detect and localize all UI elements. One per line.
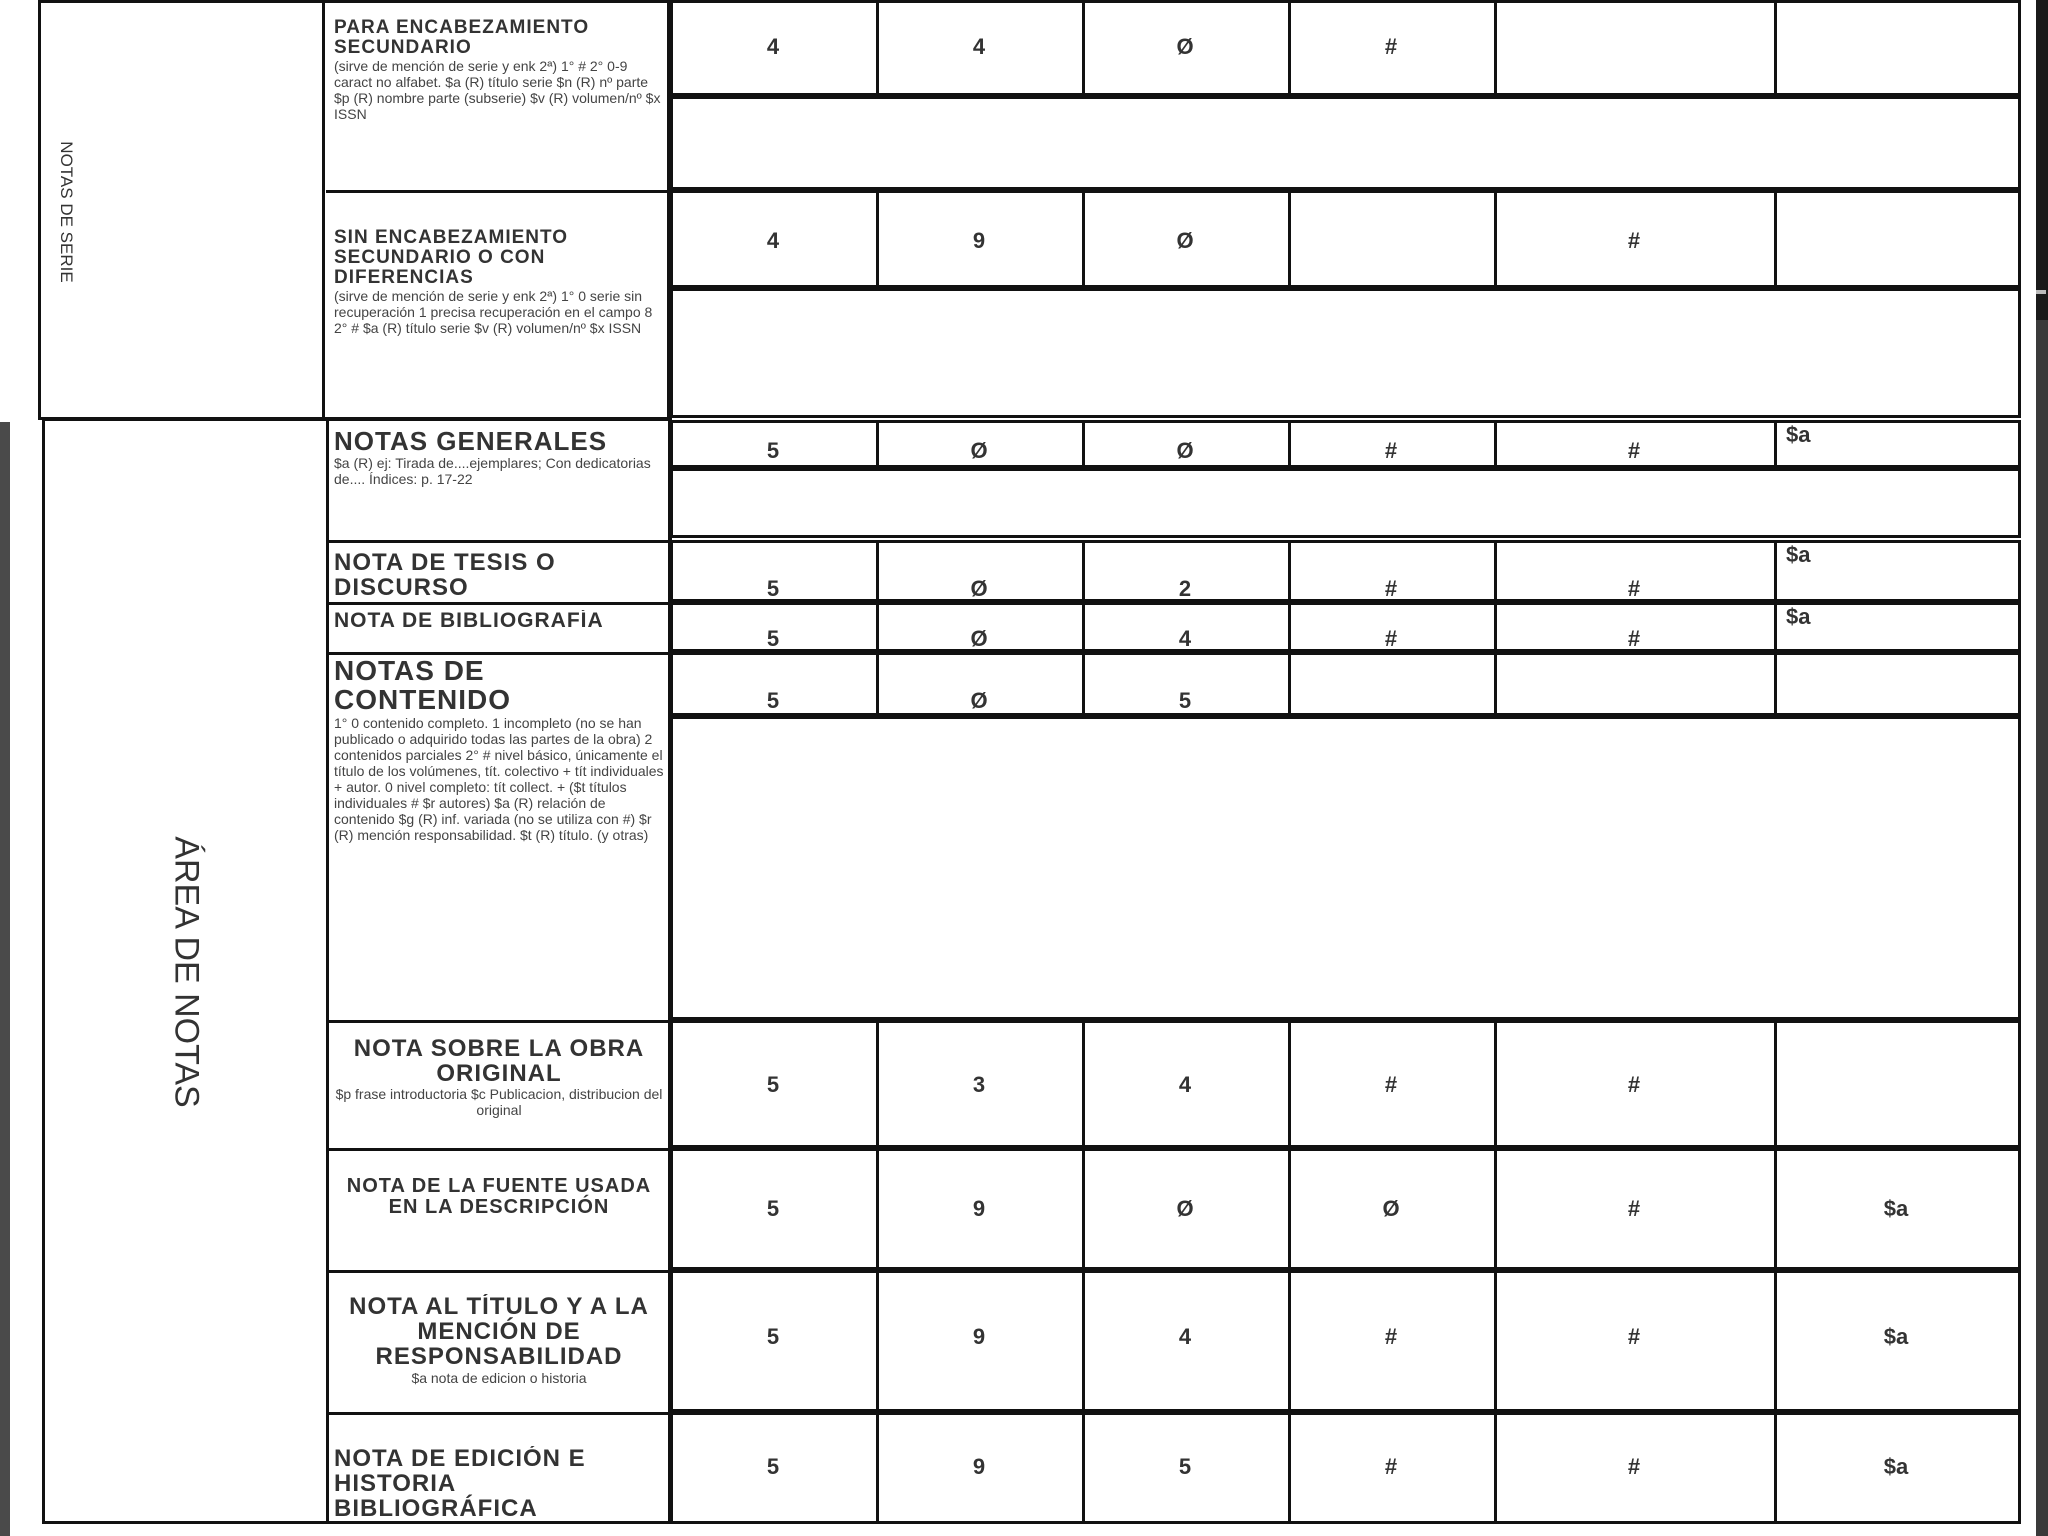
row-sin-encabezamiento-description: (sirve de mención de serie y enk 2ª) 1° 0 serie sin recuperación 1 precisa recuperación en el campo 8 2° # $a (R) título serie $v (R) volumen/nº $x ISSN xyxy=(334,287,653,336)
row-sin-encabezamiento-cell-4 xyxy=(1288,190,1497,288)
section-divider-top xyxy=(322,0,325,420)
row-nota-obra-original-description: $p frase introductoria $c Publicacion, distribucion del original xyxy=(335,1086,663,1119)
row-sin-encabezamiento-title: SIN ENCABEZAMIENTO SECUNDARIO O CON DIFERENCIAS xyxy=(334,228,569,288)
row-nota-bibliografia-label xyxy=(334,610,664,650)
row-nota-bibliografia-label-rule xyxy=(326,602,670,605)
row-sin-encabezamiento-value-3: Ø xyxy=(1176,228,1194,253)
row-para-encabezamiento-value-2: 4 xyxy=(972,34,986,59)
row-sin-encabezamiento-value-2: 9 xyxy=(972,228,986,253)
row-nota-titulo-value-3: 4 xyxy=(1178,1324,1192,1349)
row-notas-contenido-value-3: 5 xyxy=(1178,688,1192,713)
row-para-encabezamiento-extra-field xyxy=(670,96,2021,190)
row-notas-generales-value-5: # xyxy=(1627,438,1641,463)
row-notas-generales-cell-6 xyxy=(1774,420,2021,468)
row-nota-obra-original-label-rule xyxy=(326,1020,670,1023)
row-nota-obra-original-value-5: # xyxy=(1627,1072,1641,1097)
row-nota-edicion-value-5: # xyxy=(1627,1454,1641,1479)
row-nota-titulo-value-6: $a xyxy=(1883,1324,1909,1349)
scrollbar-thumb[interactable] xyxy=(2036,0,2048,320)
row-sin-encabezamiento-cell-6 xyxy=(1774,190,2021,288)
row-nota-edicion-value-2: 9 xyxy=(972,1454,986,1479)
row-para-encabezamiento-value-4: # xyxy=(1384,34,1398,59)
row-para-encabezamiento-cell-5 xyxy=(1494,0,1777,96)
section-label-notes-area: ÁREA DE NOTAS xyxy=(167,836,206,1108)
row-nota-tesis-cell-6 xyxy=(1774,540,2021,602)
row-nota-edicion-value-4: # xyxy=(1384,1454,1398,1479)
row-para-encabezamiento-value-3: Ø xyxy=(1176,34,1194,59)
row-nota-fuente-value-1: 5 xyxy=(766,1196,780,1221)
row-notas-contenido-cell-5 xyxy=(1494,652,1777,716)
row-notas-contenido-label xyxy=(334,656,664,1002)
row-nota-tesis-value-2: Ø xyxy=(970,576,988,601)
row-para-encabezamiento-title: PARA ENCABEZAMIENTO SECUNDARIO xyxy=(334,18,590,58)
row-nota-titulo-value-1: 5 xyxy=(766,1324,780,1349)
row-nota-bibliografia-subfield-a: $a xyxy=(1786,604,1811,629)
row-notas-contenido-title: NOTAS DE CONTENIDO xyxy=(334,656,511,716)
row-notas-generales-subfield-a: $a xyxy=(1786,422,1811,447)
row-nota-obra-original-value-4: # xyxy=(1384,1072,1398,1097)
row-nota-bibliografia-title: NOTA DE BIBLIOGRAFÍA xyxy=(334,610,604,632)
row-nota-obra-original-value-3: 4 xyxy=(1178,1072,1192,1097)
row-nota-fuente-value-4: Ø xyxy=(1382,1196,1400,1221)
row-nota-edicion-value-3: 5 xyxy=(1178,1454,1192,1479)
row-nota-fuente-value-3: Ø xyxy=(1176,1196,1194,1221)
row-nota-fuente-value-5: # xyxy=(1627,1196,1641,1221)
row-nota-edicion-value-6: $a xyxy=(1883,1454,1909,1479)
row-notas-generales-label xyxy=(334,428,664,540)
row-nota-obra-original-value-1: 5 xyxy=(766,1072,780,1097)
row-nota-titulo-description: $a nota de edicion o historia xyxy=(411,1369,587,1386)
row-nota-fuente-title: NOTA DE LA FUENTE USADA EN LA DESCRIPCIÓN xyxy=(346,1176,652,1218)
row-notas-generales-value-4: # xyxy=(1384,438,1398,463)
row-nota-tesis-value-5: # xyxy=(1627,576,1641,601)
row-nota-obra-original-label xyxy=(334,1036,664,1140)
row-notas-generales-value-2: Ø xyxy=(970,438,988,463)
row-sin-encabezamiento-label-rule xyxy=(326,190,670,193)
row-notas-contenido-label-rule xyxy=(326,652,670,655)
row-nota-tesis-value-1: 5 xyxy=(766,576,780,601)
row-notas-generales-extra-field xyxy=(670,468,2021,538)
row-nota-bibliografia-cell-6 xyxy=(1774,602,2021,652)
row-notas-contenido-cell-6 xyxy=(1774,652,2021,716)
row-para-encabezamiento-value-1: 4 xyxy=(766,34,780,59)
row-nota-titulo-label-rule xyxy=(326,1270,670,1273)
row-nota-titulo-value-5: # xyxy=(1627,1324,1641,1349)
row-nota-edicion-label xyxy=(334,1446,664,1524)
row-nota-tesis-title: NOTA DE TESIS O DISCURSO xyxy=(334,550,556,600)
row-nota-obra-original-cell-6 xyxy=(1774,1020,2021,1148)
row-notas-contenido-cell-4 xyxy=(1288,652,1497,716)
row-nota-bibliografia-value-5: # xyxy=(1627,626,1641,651)
row-notas-contenido-description: 1° 0 contenido completo. 1 incompleto (no se han publicado o adquirido todas las partes de la obra) 2 contenidos parciales 2° # nivel básico, únicamente el título de los volúmenes, tít. colectivo + tít individuales + autor. 0 nivel completo: tít collect. + ($t títulos individuales # $r autores) $a (R) relación de contenido $g (R) inf. variada (no se utiliza con #) $r (R) mención responsabilidad. $t (R) título. (y otras) xyxy=(334,714,664,844)
row-sin-encabezamiento-value-5: # xyxy=(1627,228,1641,253)
row-nota-tesis-label xyxy=(334,550,664,600)
row-notas-contenido-value-2: Ø xyxy=(970,688,988,713)
row-para-encabezamiento-label xyxy=(334,18,664,188)
row-nota-titulo-title: NOTA AL TÍTULO Y A LA MENCIÓN DE RESPONSABILIDAD xyxy=(349,1294,649,1371)
row-nota-edicion-title: NOTA DE EDICIÓN E HISTORIA BIBLIOGRÁFICA xyxy=(334,1446,586,1523)
row-sin-encabezamiento-label xyxy=(334,228,664,418)
row-sin-encabezamiento-extra-field xyxy=(670,288,2021,418)
row-notas-generales-title: NOTAS GENERALES xyxy=(334,428,608,456)
row-nota-tesis-value-3: 2 xyxy=(1178,576,1192,601)
row-nota-fuente-value-6: $a xyxy=(1883,1196,1909,1221)
row-para-encabezamiento-description: (sirve de mención de serie y enk 2ª) 1° # 2° 0-9 caract no alfabet. $a (R) título serie $n (R) nº parte $p (R) nombre parte (subserie) $v (R) volumen/nº $x ISSN xyxy=(334,57,661,123)
section-label-series-notes: NOTAS DE SERIE xyxy=(57,141,76,283)
row-nota-titulo-value-2: 9 xyxy=(972,1324,986,1349)
row-nota-edicion-label-rule xyxy=(326,1412,670,1415)
section-divider-bottom xyxy=(326,418,329,1524)
row-nota-tesis-value-4: # xyxy=(1384,576,1398,601)
row-notas-generales-value-1: 5 xyxy=(766,438,780,463)
row-nota-titulo-value-4: # xyxy=(1384,1324,1398,1349)
row-sin-encabezamiento-value-1: 4 xyxy=(766,228,780,253)
row-nota-tesis-subfield-a: $a xyxy=(1786,542,1811,567)
row-nota-edicion-value-1: 5 xyxy=(766,1454,780,1479)
row-nota-bibliografia-value-4: # xyxy=(1384,626,1398,651)
row-nota-fuente-label xyxy=(334,1176,664,1256)
row-notas-contenido-extra-field xyxy=(670,716,2021,1020)
row-notas-generales-value-3: Ø xyxy=(1176,438,1194,463)
row-nota-bibliografia-value-2: Ø xyxy=(970,626,988,651)
vertical-scrollbar[interactable] xyxy=(2036,0,2048,1536)
row-nota-titulo-label xyxy=(334,1294,664,1390)
row-nota-tesis-label-rule xyxy=(326,540,670,543)
row-notas-generales-description: $a (R) ej: Tirada de....ejemplares; Con dedicatorias de.... Índices: p. 17-22 xyxy=(334,455,651,488)
row-nota-bibliografia-value-1: 5 xyxy=(766,626,780,651)
row-nota-obra-original-value-2: 3 xyxy=(972,1072,986,1097)
row-nota-bibliografia-value-3: 4 xyxy=(1178,626,1192,651)
row-notas-contenido-value-1: 5 xyxy=(766,688,780,713)
row-para-encabezamiento-cell-6 xyxy=(1774,0,2021,96)
row-nota-fuente-label-rule xyxy=(326,1148,670,1151)
row-nota-fuente-value-2: 9 xyxy=(972,1196,986,1221)
scrollbar-notch xyxy=(2036,290,2046,294)
row-nota-obra-original-title: NOTA SOBRE LA OBRA ORIGINAL xyxy=(353,1036,645,1088)
